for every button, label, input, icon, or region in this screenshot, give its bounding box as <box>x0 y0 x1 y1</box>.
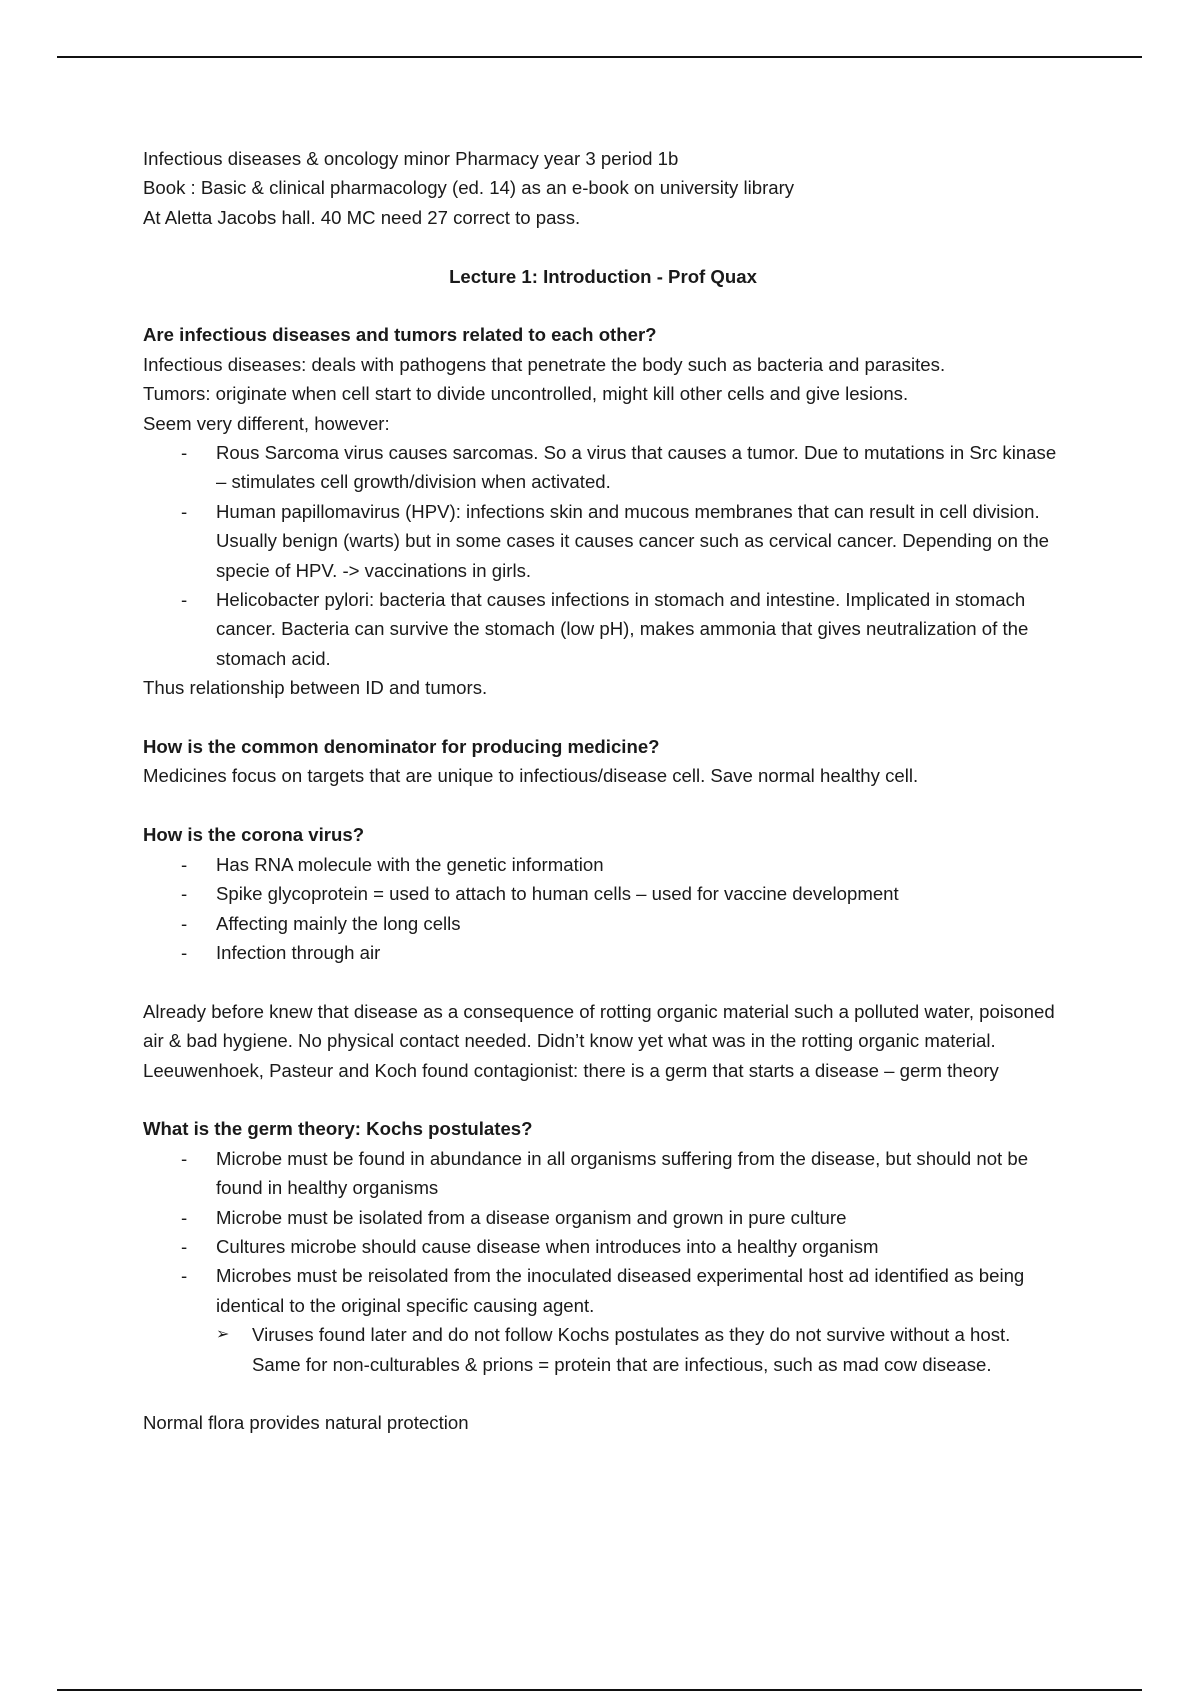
list-item-text: Microbe must be isolated from a disease organism and grown in pure culture <box>216 1206 847 1228</box>
footer-rule <box>57 1689 1142 1691</box>
list-item <box>143 938 1063 967</box>
dash-marker: - <box>181 1235 188 1257</box>
list-item-text: Affecting mainly the long cells <box>216 912 461 934</box>
section-heading: What is the germ theory: Kochs postulates? <box>143 1118 533 1140</box>
list-item-text: Microbes must be reisolated from the inoculated diseased experimental host ad identified as being identical to the original specific causing agent. <box>216 1265 1025 1316</box>
dash-marker: - <box>181 883 188 905</box>
arrow-bullet-icon: ➢ <box>216 1326 230 1344</box>
list-item-text: Microbe must be found in abundance in all organisms suffering from the disease, but should not be found in healthy organisms <box>216 1147 1029 1199</box>
list-item <box>143 1320 1063 1379</box>
list-item <box>143 438 1063 497</box>
list-item <box>143 585 1063 673</box>
list-item-text: Has RNA molecule with the genetic information <box>216 853 604 875</box>
list-item-text: Rous Sarcoma virus causes sarcomas. So a virus that causes a tumor. Due to mutations in Src kinase – stimulates cell growth/division when activated. <box>216 442 1057 493</box>
dash-marker: - <box>181 912 188 934</box>
dash-marker: - <box>181 941 188 963</box>
sub-bullet-list <box>143 1320 1063 1379</box>
intro-line: Infectious diseases & oncology minor Pharmacy year 3 period 1b <box>143 148 679 169</box>
lecture-title: Lecture 1: Introduction - Prof Quax <box>449 265 757 287</box>
paragraph: Medicines focus on targets that are unique to infectious/disease cell. Save normal healthy cell. <box>143 765 919 787</box>
paragraph: Tumors: originate when cell start to divide uncontrolled, might kill other cells and give lesions. <box>143 383 909 405</box>
bullet-list <box>143 850 1063 968</box>
paragraph: Seem very different, however: <box>143 412 390 434</box>
list-item-text: Human papillomavirus (HPV): infections skin and mucous membranes that can result in cell division. Usually benign (warts) but in some cases it causes cancer such as cervical cancer. Depending on the specie of HPV. -> vaccinations in girls. <box>216 500 1050 581</box>
dash-marker: - <box>181 853 188 875</box>
dash-marker: - <box>181 500 188 522</box>
dash-marker: - <box>181 1206 188 1228</box>
bullet-list <box>143 438 1063 673</box>
section-heading: How is the corona virus? <box>143 824 365 846</box>
list-item-text: Helicobacter pylori: bacteria that causes infections in stomach and intestine. Implicated in stomach cancer. Bacteria can survive the stomach (low pH), makes ammonia that gives neutralization of the stomach acid. <box>216 589 1029 669</box>
section-heading: Are infectious diseases and tumors related to each other? <box>143 324 657 346</box>
paragraph: Normal flora provides natural protection <box>143 1412 469 1434</box>
list-item <box>143 1232 1063 1261</box>
dash-marker: - <box>181 442 188 464</box>
bullet-list <box>143 1144 1063 1320</box>
dash-marker: - <box>181 1147 188 1169</box>
list-item-text: Spike glycoprotein = used to attach to human cells – used for vaccine development <box>216 883 899 905</box>
paragraph: Leeuwenhoek, Pasteur and Koch found contagionist: there is a germ that starts a disease – germ theory <box>143 1059 999 1081</box>
paragraph: Thus relationship between ID and tumors. <box>143 677 488 699</box>
list-item-text: Viruses found later and do not follow Kochs postulates as they do not survive without a host. Same for non-culturables & prions = protein that are infectious, such as mad cow disease. <box>252 1324 1011 1375</box>
intro-line: Book : Basic & clinical pharmacology (ed. 14) as an e-book on university library <box>143 177 795 199</box>
dash-marker: - <box>181 589 188 611</box>
list-item <box>143 1144 1063 1203</box>
header-rule <box>57 56 1142 58</box>
list-item <box>143 909 1063 938</box>
list-item-text: Cultures microbe should cause disease when introduces into a healthy organism <box>216 1235 879 1257</box>
list-item <box>143 1261 1063 1320</box>
list-item <box>143 1203 1063 1232</box>
paragraph: Already before knew that disease as a consequence of rotting organic material such a polluted water, poisoned air & bad hygiene. No physical contact needed. Didn’t know yet what was in the rotting organic material. <box>143 1000 1055 1052</box>
list-item <box>143 850 1063 879</box>
document-body <box>143 144 1063 1438</box>
paragraph: Infectious diseases: deals with pathogens that penetrate the body such as bacteria and parasites. <box>143 353 946 375</box>
list-item <box>143 879 1063 908</box>
list-item-text: Infection through air <box>216 941 381 963</box>
intro-line: At Aletta Jacobs hall. 40 MC need 27 correct to pass. <box>143 206 581 228</box>
section-heading: How is the common denominator for producing medicine? <box>143 736 660 758</box>
list-item <box>143 497 1063 585</box>
dash-marker: - <box>181 1265 188 1287</box>
